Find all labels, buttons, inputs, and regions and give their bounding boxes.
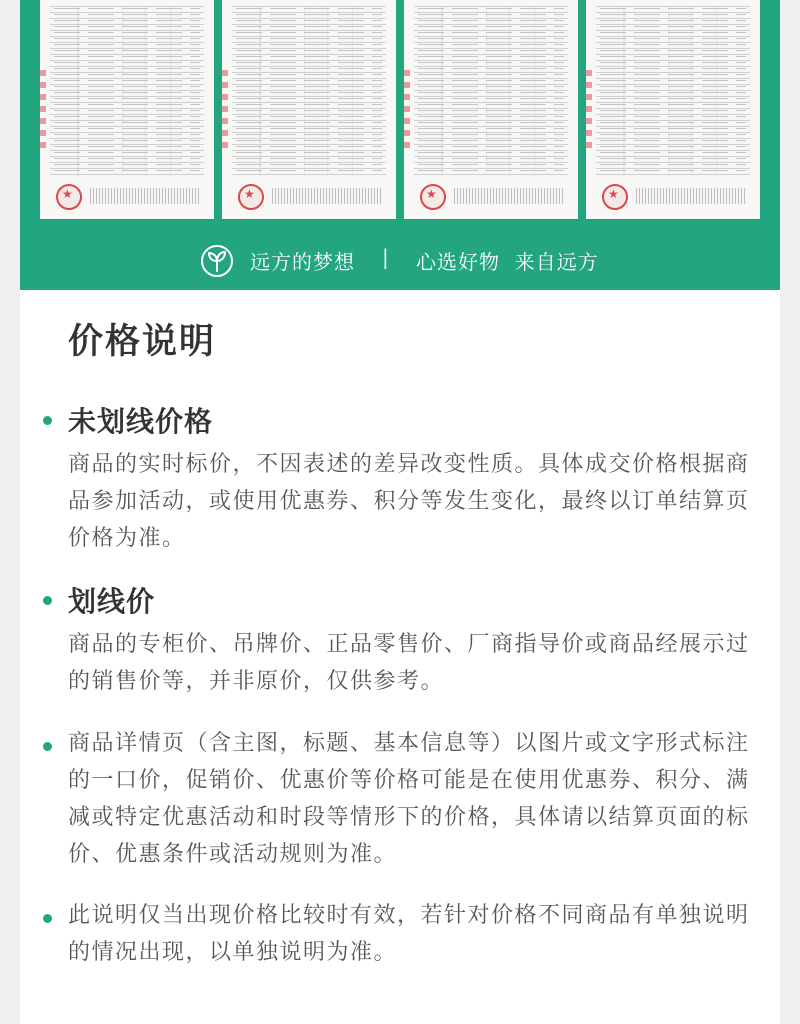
brand-tagline: 心选好物 来自远方 <box>416 250 599 274</box>
item-description: 商品的实时标价，不因表述的差异改变性质。具体成交价格根据商品参加活动，或使用优惠券、积分等发生变化，最终以订单结算页价格为准。 <box>68 452 750 551</box>
test-report-gallery <box>40 0 760 222</box>
item-heading: 划线价 <box>68 585 156 618</box>
bullet-dot <box>43 914 52 923</box>
sprout-icon <box>200 244 234 278</box>
seal-icon <box>238 184 264 210</box>
slogan-separator: | <box>382 245 389 269</box>
seal-icon <box>56 184 82 210</box>
test-report-image <box>40 0 214 219</box>
test-report-image <box>404 0 578 219</box>
test-report-image <box>586 0 760 219</box>
seal-icon <box>602 184 628 210</box>
brand-name: 远方的梦想 <box>250 250 355 274</box>
item-description: 商品的专柜价、吊牌价、正品零售价、厂商指导价或商品经展示过的销售价等，并非原价，仅供参考。 <box>68 632 750 694</box>
test-report-image <box>222 0 396 219</box>
bullet-dot <box>43 596 52 605</box>
price-notice-title: 价格说明 <box>68 322 217 362</box>
bullet-dot <box>43 416 52 425</box>
seal-icon <box>420 184 446 210</box>
report-banner <box>20 0 780 290</box>
item-description: 此说明仅当出现价格比较时有效，若针对价格不同商品有单独说明的情况出现，以单独说明为准。 <box>68 903 750 965</box>
bullet-dot <box>43 742 52 751</box>
item-heading: 未划线价格 <box>68 405 214 438</box>
brand-slogan <box>20 236 780 286</box>
page-frame <box>20 0 780 1024</box>
item-description: 商品详情页（含主图，标题、基本信息等）以图片或文字形式标注的一口价，促销价、优惠价等价格可能是在使用优惠券、积分、满减或特定优惠活动和时段等情形下的价格，具体请以结算页面的标价、优惠条件或活动规则为准。 <box>68 731 750 867</box>
